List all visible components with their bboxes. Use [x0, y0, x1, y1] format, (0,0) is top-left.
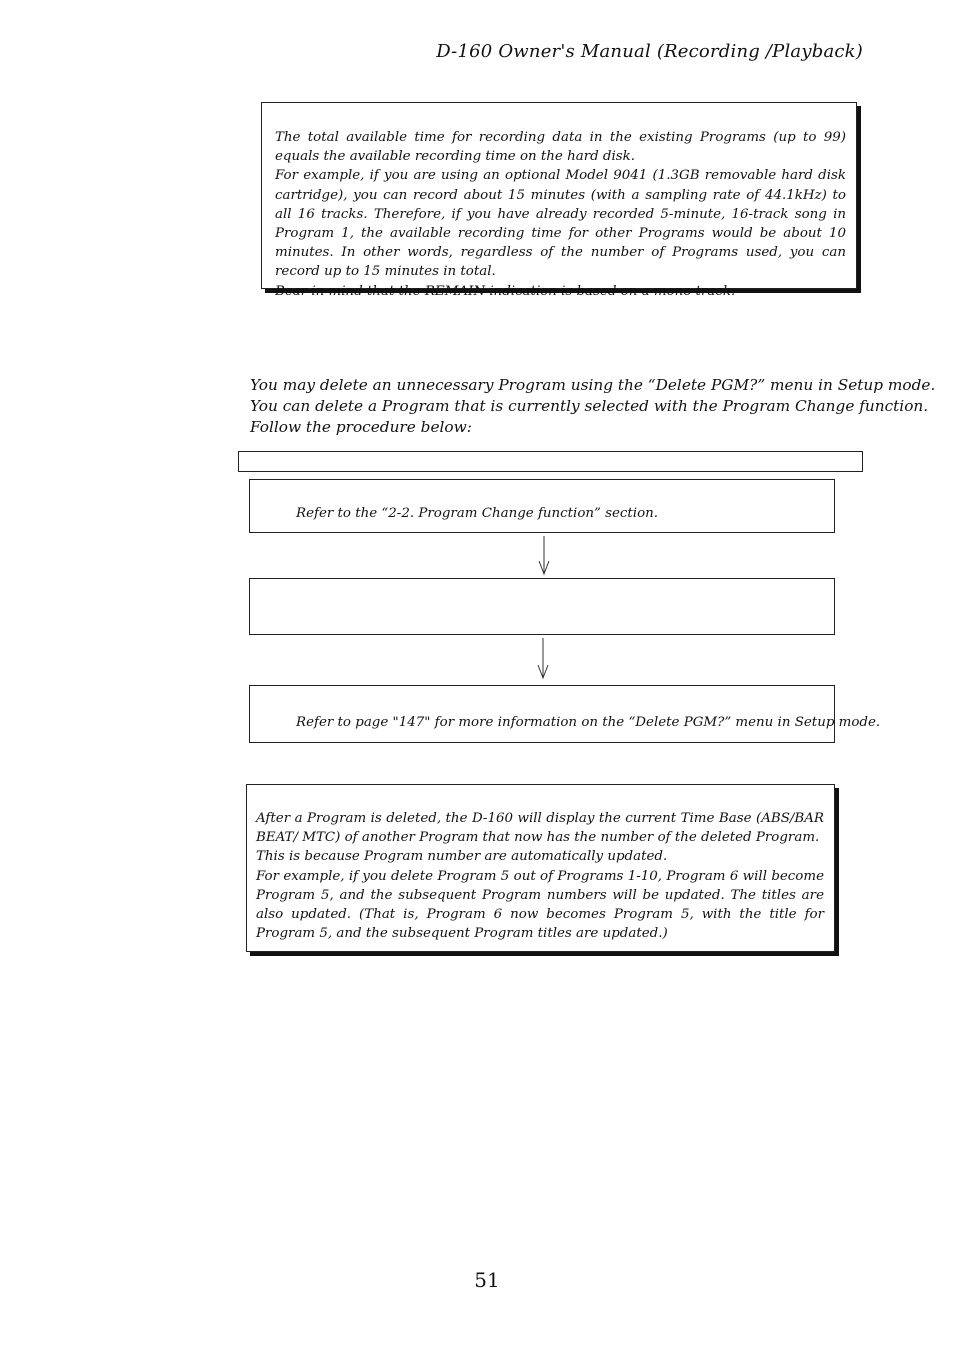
step-1-reference: Refer to the “2-2. Program Change function” section.: [296, 506, 659, 521]
note-box-recording-time: [261, 102, 857, 299]
note-line: The total available time for recording data in the existing Programs (up to 99) equals the available recording time on the hard disk.: [275, 130, 846, 165]
procedure-step-3: [249, 685, 881, 743]
note-line: For example, if you are using an optional Model 9041 (1.3GB removable hard disk cartridge), you can record about 15 minutes (with a sampling rate of 44.1kHz) to all 16 tracks. Therefore, if you have already recorded 5-minute, 16-track song in Program 1, the available recording time for other Programs would be about 10 minutes. In other words, regardless of the number of Programs used, you can record up to 15 minutes in total.: [275, 168, 846, 280]
page-number: 51: [474, 1268, 500, 1292]
down-arrow-icon: [536, 536, 554, 576]
note-line: Bear in mind that the REMAIN indication is based on a mono track.: [275, 283, 736, 299]
running-header: D-160 Owner's Manual (Recording /Playback): [436, 41, 863, 62]
intro-line: Follow the procedure below:: [250, 418, 472, 436]
procedure-step-1: [249, 479, 835, 533]
note-line: For example, if you delete Program 5 out of Programs 1-10, Program 6 will become Program 5, and the subsequent Program numbers will be updated. The titles are also updated. (That is, Program 6 now becomes Program 5, with the title for Program 5, and the subsequent Program titles are updated.): [256, 868, 824, 942]
procedure-step-2: [249, 578, 835, 635]
intro-line: You may delete an unnecessary Program using the “Delete PGM?” menu in Setup mode.: [250, 376, 936, 394]
intro-line: You can delete a Program that is currently selected with the Program Change function.: [250, 397, 929, 415]
step-3-reference: Refer to page "147" for more information on the “Delete PGM?” menu in Setup mode.: [296, 715, 881, 730]
procedure-title-bar: [238, 451, 863, 472]
note-line: After a Program is deleted, the D-160 will display the current Time Base (ABS/BAR BEAT/ MTC) of another Program that now has the number of the deleted Program.: [256, 811, 824, 846]
note-line: This is because Program number are automatically updated.: [256, 849, 668, 865]
down-arrow-icon: [535, 638, 553, 680]
note-box-program-delete: [246, 784, 835, 952]
intro-paragraph: [250, 375, 936, 438]
